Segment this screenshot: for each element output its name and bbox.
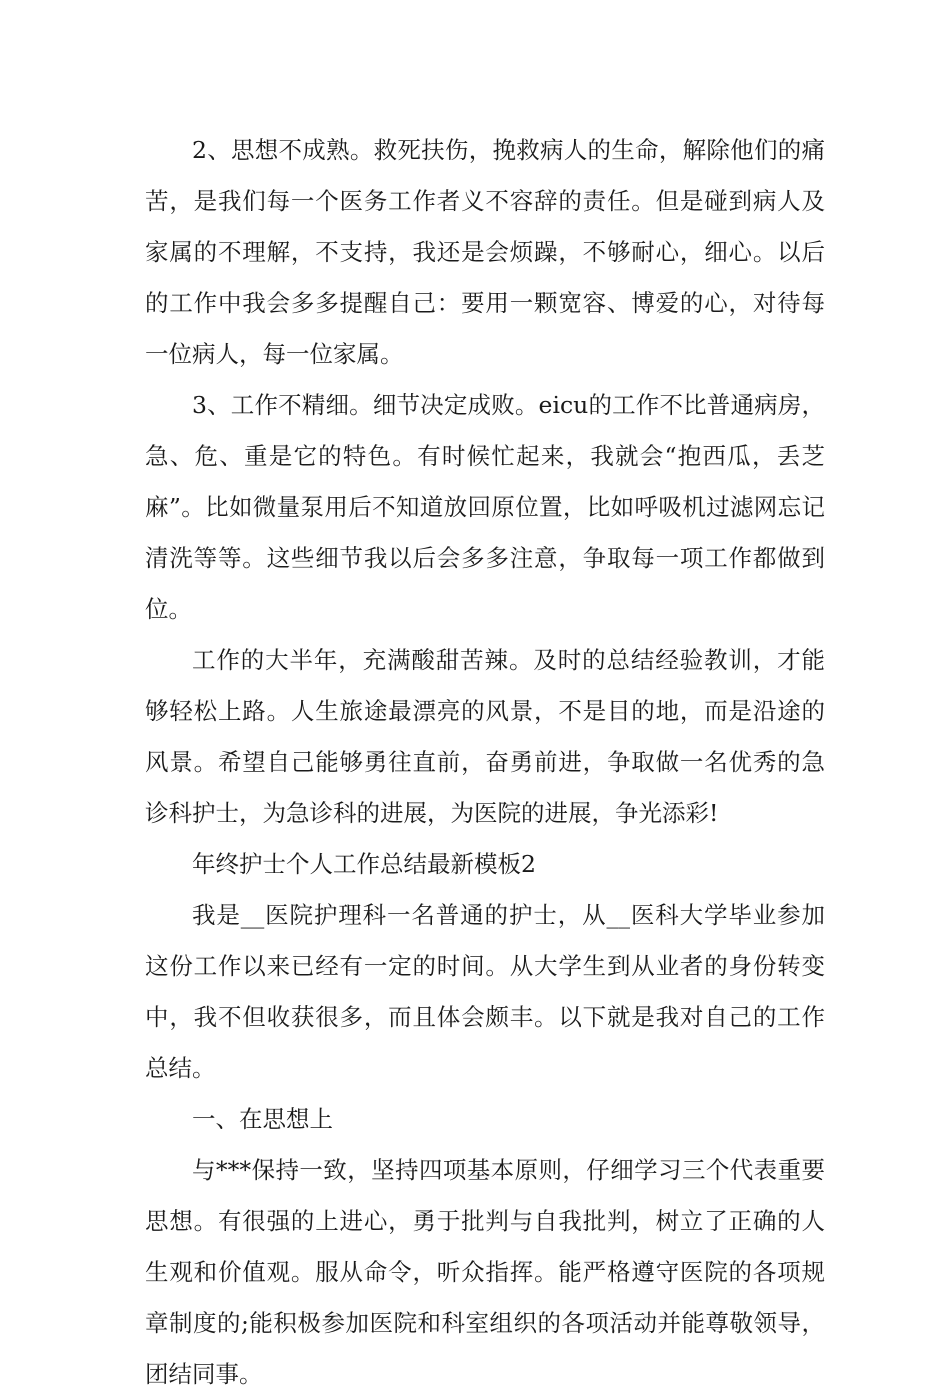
paragraph-introduction: 我是__医院护理科一名普通的护士，从__医科大学毕业参加这份工作以来已经有一定的时间。从大学生到从业者的身份转变中，我不但收获很多，而且体会颇丰。以下就是我对自己的工作总结。 bbox=[145, 901, 825, 1082]
section-heading-ideology: 一、在思想上 bbox=[192, 1105, 333, 1133]
paragraph-ideology-details: 与***保持一致，坚持四项基本原则，仔细学习三个代表重要思想。有很强的上进心，勇于批判与自我批判，树立了正确的人生观和价值观。服从命令，听众指挥。能严格遵守医院的各项规章制度的;能积极参加医院和科室组织的各项活动并能尊敬领导，团结同事。 bbox=[145, 1156, 825, 1388]
paragraph-thought-immature: 2、思想不成熟。救死扶伤，挽救病人的生命，解除他们的痛苦，是我们每一个医务工作者义不容辞的责任。但是碰到病人及家属的不理解，不支持，我还是会烦躁，不够耐心，细心。以后的工作中我会多多提醒自己：要用一颗宽容、博爱的心，对待每一位病人，每一位家属。 bbox=[145, 136, 825, 368]
document-body bbox=[145, 125, 825, 1400]
paragraph-work-not-detailed: 3、工作不精细。细节决定成败。eicu的工作不比普通病房，急、危、重是它的特色。有时候忙起来，我就会“抱西瓜，丢芝麻”。比如微量泵用后不知道放回原位置，比如呼吸机过滤网忘记清洗等等。这些细节我以后会多多注意，争取每一项工作都做到位。 bbox=[145, 391, 825, 623]
paragraph-half-year-summary: 工作的大半年，充满酸甜苦辣。及时的总结经验教训，才能够轻松上路。人生旅途最漂亮的风景，不是目的地，而是沿途的风景。希望自己能够勇往直前，奋勇前进，争取做一名优秀的急诊科护士，为急诊科的进展，为医院的进展，争光添彩! bbox=[145, 646, 825, 827]
section-title-template-2: 年终护士个人工作总结最新模板2 bbox=[192, 850, 536, 878]
